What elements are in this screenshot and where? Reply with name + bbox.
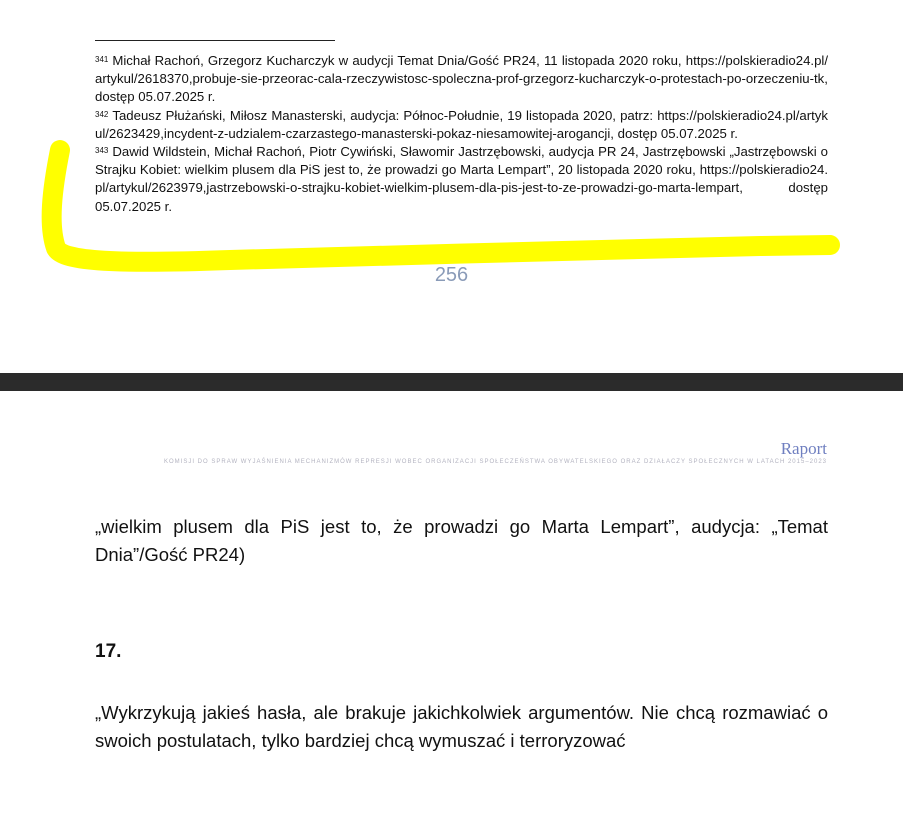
footnote-number: 343 xyxy=(95,146,109,156)
document-page-upper xyxy=(0,0,903,373)
footnotes-block xyxy=(95,52,828,216)
header-subtitle: KOMISJI DO SPRAW WYJAŚNIENIA MECHANIZMÓW REPRESJI WOBEC ORGANIZACJI SPOŁECZEŃSTWA OBYWATELSKIEGO ORAZ DZIAŁACZY SPOŁECZNYCH W LATACH 2015–2023 xyxy=(164,459,827,465)
footnote-link[interactable]: https://polskieradio24.pl/artykul/2618370,probuje-sie-przeorac-cala-rzeczywistosc-spoleczna-prof-grzegorz-kucharczyk-o-protestach-po-orzeczeniu-tk, xyxy=(95,53,828,87)
footnote-separator xyxy=(95,40,335,41)
page-divider xyxy=(0,373,903,391)
header-title: Raport xyxy=(780,439,827,458)
body-paragraph: „wielkim plusem dla PiS jest to, że prowadzi go Marta Lempart”, audycja: „Temat Dnia”/Gość PR24) xyxy=(95,516,828,565)
footnote-link[interactable]: https://polskieradio24.pl/artykul/2623429,incydent-z-udzialem-czarzastego-manasterski-pokaz-niesamowitej-arogancji, xyxy=(95,107,828,141)
footnote-text: Tadeusz Płużański, Miłosz Manasterski, audycja: Północ-Południe, 19 listopada 2020, patrz: xyxy=(112,107,654,123)
footnote-number: 341 xyxy=(95,55,109,64)
footnote-number: 342 xyxy=(95,109,109,119)
footnote-text: Dawid Wildstein, Michał Rachoń, Piotr Cywiński, Sławomir Jastrzębowski, audycja PR 24, Jastrzębowski „Jastrzębowski o Strajku Kobiet: wielkim plusem dla PiS jest to, że prowadzi go Marta Lempart”, 20 listopada 2020 roku, xyxy=(95,144,828,178)
footnote-text: Michał Rachoń, Grzegorz Kucharczyk w audycji Temat Dnia/Gość PR24, 11 listopada 2020 roku, xyxy=(112,53,682,68)
footnote-access: dostęp 05.07.2025 r. xyxy=(617,125,738,141)
footnote-access: dostęp 05.07.2025 r. xyxy=(95,180,828,214)
footnote-343 xyxy=(95,143,828,216)
footnote-link[interactable]: https://polskieradio24.pl/artykul/2623979,jastrzebowski-o-strajku-kobiet-wielkim-plusem-dla-pis-jest-to-ze-prowadzi-go-marta-lempart, xyxy=(95,162,828,196)
body-paragraph: „Wykrzykują jakieś hasła, ale brakuje jakichkolwiek argumentów. Nie chcą rozmawiać o swoich postulatach, tylko bardziej chcą wymuszać i terroryzować xyxy=(95,702,828,751)
footnote-342 xyxy=(95,107,828,143)
document-page-lower xyxy=(0,391,903,823)
footnote-341 xyxy=(95,52,828,107)
page-number: 256 xyxy=(434,264,469,286)
footnote-access: dostęp 05.07.2025 r. xyxy=(95,89,216,105)
section-number: 17. xyxy=(95,641,122,662)
